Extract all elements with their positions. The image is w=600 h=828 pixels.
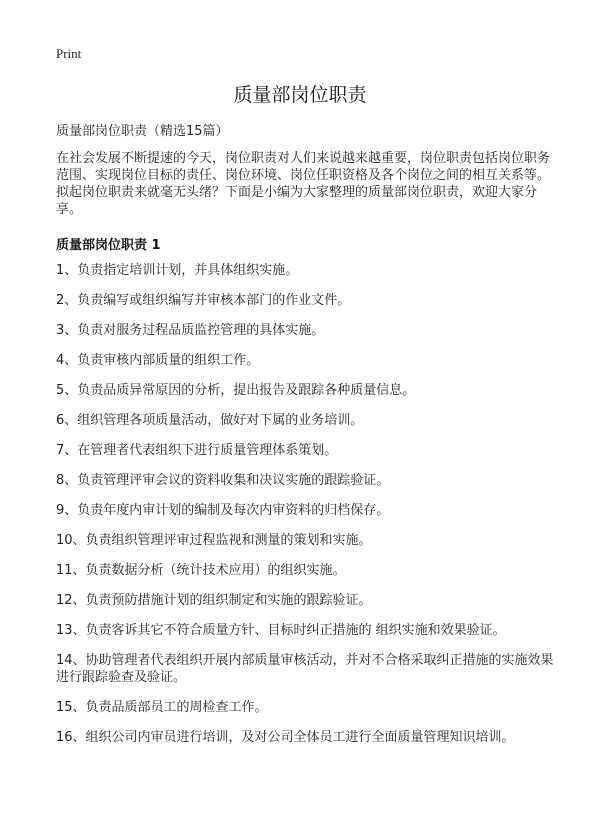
duty-item: 8、负责管理评审会议的资料收集和决议实施的跟踪验证。 <box>56 473 390 488</box>
duty-item: 12、负责预防措施计划的组织制定和实施的跟踪验证。 <box>56 593 372 608</box>
duty-item: 1、负责指定培训计划，并具体组织实施。 <box>56 263 299 278</box>
intro-paragraph: 在社会发展不断提速的今天，岗位职责对人们来说越来越重要，岗位职责包括岗位职务范围、实现岗位目标的责任、岗位环境、岗位任职资格及各个岗位之间的相互关系等。拟起岗位职责来就毫无头绪？下面是小编为大家整理的质量部岗位职责，欢迎大家分享。 <box>56 151 551 217</box>
duty-item: 13、负责客诉其它不符合质量方针、目标时纠正措施的 组织实施和效果验证。 <box>56 623 506 638</box>
duty-item: 10、负责组织管理评审过程监视和测量的策划和实施。 <box>56 533 372 548</box>
duty-item: 9、负责年度内审计划的编制及每次内审资料的归档保存。 <box>56 503 390 518</box>
duty-item: 3、负责对服务过程品质监控管理的具体实施。 <box>56 323 325 338</box>
document-subtitle: 质量部岗位职责（精选15篇） <box>56 124 229 139</box>
duty-item: 6、组织管理各项质量活动，做好对下属的业务培训。 <box>56 413 364 428</box>
duty-list <box>56 262 556 759</box>
duty-item: 2、负责编写或组织编写并审核本部门的作业文件。 <box>56 293 351 308</box>
duty-item: 11、负责数据分析（统计技术应用）的组织实施。 <box>56 563 346 578</box>
print-link[interactable]: Print <box>56 46 82 61</box>
duty-item: 4、负责审核内部质量的组织工作。 <box>56 353 260 368</box>
duty-item: 7、在管理者代表组织下进行质量管理体系策划。 <box>56 443 338 458</box>
duty-item: 14、协助管理者代表组织开展内部质量审核活动，并对不合格采取纠正措施的实施效果进行跟踪验查及验证。 <box>56 653 554 685</box>
duty-item: 15、负责品质部员工的周检查工作。 <box>56 700 268 715</box>
section-heading: 质量部岗位职责 1 <box>56 238 161 253</box>
page-title: 质量部岗位职责 <box>233 84 367 106</box>
duty-item: 16、组织公司内审员进行培训，及对公司全体员工进行全面质量管理知识培训。 <box>56 730 515 745</box>
duty-item: 5、负责品质异常原因的分析，提出报告及跟踪各种质量信息。 <box>56 383 416 398</box>
